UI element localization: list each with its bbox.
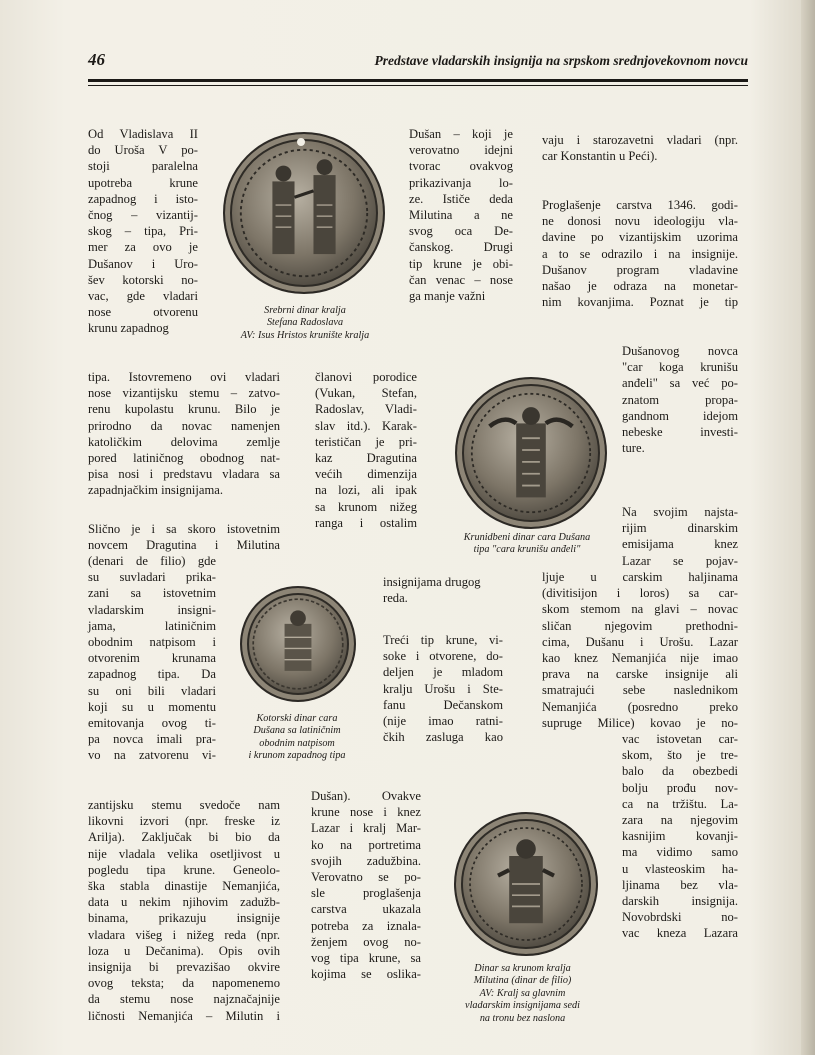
text-line: soke i otvorene, do- — [383, 649, 503, 664]
coin-2-caption — [432, 532, 622, 557]
header-rule-thick — [88, 79, 748, 82]
text-line: ne donosi novu ideologiju vla- — [542, 214, 738, 229]
caption-line: na tronu bez naslona — [479, 1012, 566, 1024]
text-line: prirodno da novac namenjen — [88, 418, 280, 433]
text-line: Dušan). Ovakve — [311, 789, 421, 803]
text-line: ličnosti Nemanjića – Milutin i — [88, 1008, 280, 1023]
text-line: tvorac ovakvog — [409, 159, 513, 174]
text-line: vog tipa krune, sa — [311, 951, 421, 966]
text-line: pa novca imali pra- — [88, 732, 216, 747]
text-line: ma vidimo samo — [622, 845, 738, 860]
coin-relief — [225, 134, 383, 292]
text-line: cima, Dušanu i Urošu. Lazar — [542, 634, 738, 649]
text-line: a to se odrazilo i na insignije. — [542, 246, 738, 261]
text-line: nose otvorenu — [88, 305, 198, 320]
column-3-p3-wide — [542, 569, 738, 731]
column-3-p2 — [542, 197, 738, 310]
text-line: ga manje važni — [409, 289, 486, 304]
text-line: zantijsku stemu svedoče nam — [88, 798, 280, 812]
coin-relief — [242, 588, 354, 700]
text-line: da stemu nose najznačajnije — [88, 992, 280, 1007]
text-line: šev kotorski no- — [88, 272, 198, 287]
text-line: (divitisijon i loros) sa car- — [542, 586, 738, 601]
text-line: data u nekim njihovim zadužb- — [88, 895, 280, 910]
text-line: prikazivanja lo- — [409, 175, 513, 190]
coin-relief — [457, 379, 605, 527]
text-line: jama, latiničnim — [88, 618, 216, 633]
text-line: sle proglašenja — [311, 886, 421, 901]
text-line: verovatno idejni — [409, 143, 513, 158]
text-line: Dušanov program vladavine — [542, 262, 738, 277]
text-line: stoji paralelna — [88, 159, 198, 174]
page-edge-shadow — [801, 0, 815, 1055]
caption-line: vladarskim insignijama sedi — [465, 1000, 580, 1012]
text-line: vladarskim insigni- — [88, 602, 216, 617]
text-line: Dušanov i Uro- — [88, 256, 198, 271]
text-line: našao je odraza na monetar- — [542, 279, 738, 294]
coin-1-caption — [215, 305, 395, 342]
caption-line: tipa "cara krunišu anđeli" — [473, 544, 581, 556]
text-line: čan venac – nose — [409, 272, 513, 287]
text-line: Slično je i sa skoro istovetnim — [88, 522, 280, 536]
column-2-mid — [315, 369, 417, 531]
text-line: fanu Dečanskom — [383, 697, 503, 712]
text-line: skog – tipa, Pri- — [88, 224, 198, 239]
text-line: kralju Urošu i Ste- — [383, 681, 503, 696]
text-line: vac, gde vladari — [88, 289, 198, 304]
text-line: ljinama bez vla- — [622, 877, 738, 892]
text-line: bolju prođu nov- — [622, 780, 738, 795]
text-line: smatrajući sebe naslednikom — [542, 683, 738, 698]
column-2-bottom — [311, 788, 421, 982]
text-line: ture. — [622, 441, 645, 456]
column-2-top — [409, 126, 513, 304]
text-line: čnog – vizantij- — [88, 208, 198, 223]
column-1-para2-narrow — [88, 553, 216, 764]
text-line: darskih insignija. — [622, 894, 738, 909]
text-line: znatom propa- — [622, 392, 738, 407]
text-line: kojima se oslika- — [311, 967, 421, 982]
caption-line: Dušana sa latiničnim — [253, 725, 341, 737]
text-line: su suvladari prika- — [88, 570, 216, 585]
text-line: Lazar i kralj Mar- — [311, 821, 421, 836]
text-line: sa krunom nižeg — [315, 499, 417, 514]
text-line: upotreba krune — [88, 175, 198, 190]
column-1-top — [88, 126, 198, 337]
text-line: "car koga krunišu — [622, 360, 738, 375]
coin-4-caption — [440, 963, 605, 1025]
text-line: nim kovanjima. Poznat je tip — [542, 295, 738, 310]
caption-line: Stefana Radoslava — [266, 317, 344, 329]
text-line: kao knez Nemanjića nije imao — [542, 651, 738, 666]
text-line: nose vizantijsku stemu – zatvo- — [88, 386, 280, 401]
text-line: kasnijim kovanji- — [622, 829, 738, 844]
text-line: nebeske investi- — [622, 425, 738, 440]
text-line: gandnom idejom — [622, 408, 738, 423]
text-line: car Konstantin u Peći). — [542, 149, 658, 164]
text-line: davine po vizantijskim uzorima — [542, 230, 738, 245]
text-line: slav itd.). Karak- — [315, 418, 417, 433]
text-line: pisa nosi i predstavu vladara sa — [88, 467, 280, 482]
text-line: (nije imao ratni- — [383, 714, 503, 729]
text-line: (Vukan, Stefan, — [315, 386, 417, 401]
coin-image-radoslav — [223, 132, 385, 294]
column-1-bottom — [88, 797, 280, 1024]
text-line: skom stemom na glavi – novac — [542, 602, 738, 617]
coin-image-milutin — [454, 812, 598, 956]
text-line: Od Vladislava II — [88, 127, 198, 141]
text-line: binama, prikazuju insignije — [88, 911, 280, 926]
text-line: u vlastеoskim ha- — [622, 861, 738, 876]
text-line: vac kneza Lazara — [622, 926, 738, 941]
text-line: na lozi, ali ipak — [315, 483, 417, 498]
text-line: insignija bi prevazišao okvire — [88, 960, 280, 975]
text-line: svog oca De- — [409, 224, 513, 239]
text-line: anđeli" sa već po- — [622, 376, 738, 391]
text-line: Proglašenje carstva 1346. godi- — [542, 198, 738, 212]
text-line: (denari de filio) gde — [88, 554, 216, 568]
text-line: koji su u momentu — [88, 699, 216, 714]
text-line: Lazar se pojav- — [622, 553, 738, 568]
caption-line: Kotorski dinar cara — [256, 713, 338, 724]
text-line: sličan njegovim prethodni- — [542, 618, 738, 633]
caption-line: Krunidbeni dinar cara Dušana — [463, 532, 591, 543]
caption-line: Srebrni dinar kralja — [264, 305, 346, 316]
text-line: ko na portretima — [311, 837, 421, 852]
text-line: insignijama drugog — [383, 575, 481, 589]
text-line: ljuje u carskim haljinama — [542, 570, 738, 584]
text-line: obodnim natpisom i — [88, 635, 216, 650]
text-line: tipa. Istovremeno ovi vladari — [88, 370, 280, 384]
text-line: zapadnog i isto- — [88, 191, 198, 206]
text-line: otvorenim krunama — [88, 651, 216, 666]
column-3-p2-narrow — [622, 343, 738, 456]
coin-3-caption — [222, 713, 372, 763]
column-2-third-crown — [383, 632, 503, 745]
text-line: kaz Dragutina — [315, 451, 417, 466]
caption-line: i krunom zapadnog tipa — [248, 750, 346, 762]
text-line: prava na carske insignije ali — [542, 667, 738, 682]
text-line: deljen je mladom — [383, 665, 503, 680]
column-1-para2 — [88, 521, 280, 553]
text-line: zapadnjačkim insignijama. — [88, 483, 223, 498]
text-line: Verovatno se po- — [311, 870, 421, 885]
text-line: mer za ovo je — [88, 240, 198, 255]
text-line: vladara višeg i nižeg reda (npr. — [88, 927, 280, 942]
text-line: ovog teksta; da napomenemo — [88, 976, 280, 991]
text-line: Radoslav, Vladi- — [315, 402, 417, 417]
text-line: pogledu tipa krune. Geneolo- — [88, 862, 280, 877]
text-line: Treći tip krune, vi- — [383, 633, 503, 647]
text-line: su oni bili vladari — [88, 683, 216, 698]
column-2-continued — [383, 574, 479, 606]
caption-line: AV: Isus Hristos krunište kralja — [240, 329, 370, 341]
text-line: većih dimenzija — [315, 467, 417, 482]
coin-hole — [297, 138, 305, 146]
text-line: potreba za iznala- — [311, 918, 421, 933]
text-line: Na svojim najsta- — [622, 505, 738, 519]
caption-line: obodnim natpisom — [259, 737, 335, 749]
text-line: ženjem ovog no- — [311, 934, 421, 949]
column-3-p1 — [542, 132, 738, 164]
text-line: emitovanja ovog ti- — [88, 716, 216, 731]
coin-image-dusan-coronation — [455, 377, 607, 529]
text-line: ca na tržištu. La- — [622, 796, 738, 811]
text-line: svojih zadužbina. — [311, 853, 421, 868]
text-line: katoličkim delovima zemlje — [88, 434, 280, 449]
coin-relief — [456, 814, 596, 954]
text-line: rijim dinarskim — [622, 521, 738, 536]
coin-image-dusan-kotor — [240, 586, 356, 702]
header-rule-thin — [88, 85, 748, 86]
text-line: zara na njegovim — [622, 813, 738, 828]
caption-line: Dinar sa krunom kralja — [474, 963, 571, 974]
column-3-p3 — [622, 504, 738, 569]
text-line: zapadnog tipa. Da — [88, 667, 216, 682]
caption-line: AV: Kralj sa glavnim — [479, 987, 566, 999]
text-line: ška stabla dinastije Nemanjića, — [88, 879, 280, 894]
text-line: krune nose i knez — [311, 805, 421, 820]
text-line: do Uroša V po- — [88, 143, 198, 158]
text-line: zani sa istovetnim — [88, 586, 216, 601]
text-line: Arilja). Zaključak bi bio da — [88, 830, 280, 845]
text-line: krunu zapadnog — [88, 321, 169, 336]
text-line: renu kupolastu krunu. Bilo je — [88, 402, 280, 417]
text-line: Dušan – koji je — [409, 127, 513, 141]
text-line: nije vladala velika osetljivost u — [88, 846, 280, 861]
text-line: članovi porodice — [315, 370, 417, 384]
text-line: vo na zatvorenu vi- — [88, 748, 216, 763]
text-line: vac istovetan car- — [622, 732, 738, 746]
text-line: Nemanjića (posredno preko — [542, 699, 738, 714]
text-line: skom, što je tre- — [622, 748, 738, 763]
text-line: reda. — [383, 591, 408, 606]
text-line: terističan je pri- — [315, 434, 417, 449]
text-line: tip krune je obi- — [409, 256, 513, 271]
caption-line: Milutina (dinar de filio) — [473, 975, 572, 987]
text-line: vaju i starozavetni vladari (npr. — [542, 133, 738, 147]
text-line: carstva ukazala — [311, 902, 421, 917]
text-line: Novobrdski no- — [622, 910, 738, 925]
text-line: ranga i ostalim — [315, 515, 417, 530]
text-line: novcem Dragutina i Milutina — [88, 538, 280, 553]
text-line: loza u Dečanima). Opis ovih — [88, 943, 280, 958]
column-1-wide — [88, 369, 280, 499]
text-line: pored latiničnog obodnog nat- — [88, 451, 280, 466]
text-line: Milutina a ne — [409, 208, 513, 223]
column-3-p3-narrow — [622, 731, 738, 942]
page-header — [88, 50, 748, 74]
text-line: balo da obezbedi — [622, 764, 738, 779]
page-number: 46 — [88, 50, 105, 69]
text-line: Dušanovog novca — [622, 344, 738, 358]
text-line: čkih zasluga kao — [383, 730, 503, 745]
text-line: likovni izvori (npr. freske iz — [88, 814, 280, 829]
text-line: emisijama knez — [622, 537, 738, 552]
running-title: Predstave vladarskih insignija na srpskom srednjovekovnom novcu — [374, 53, 748, 68]
text-line: čanskog. Drugi — [409, 240, 513, 255]
text-line: ze. Ističe deda — [409, 191, 513, 206]
text-line: supruge Milice) kovao je no- — [542, 715, 738, 730]
